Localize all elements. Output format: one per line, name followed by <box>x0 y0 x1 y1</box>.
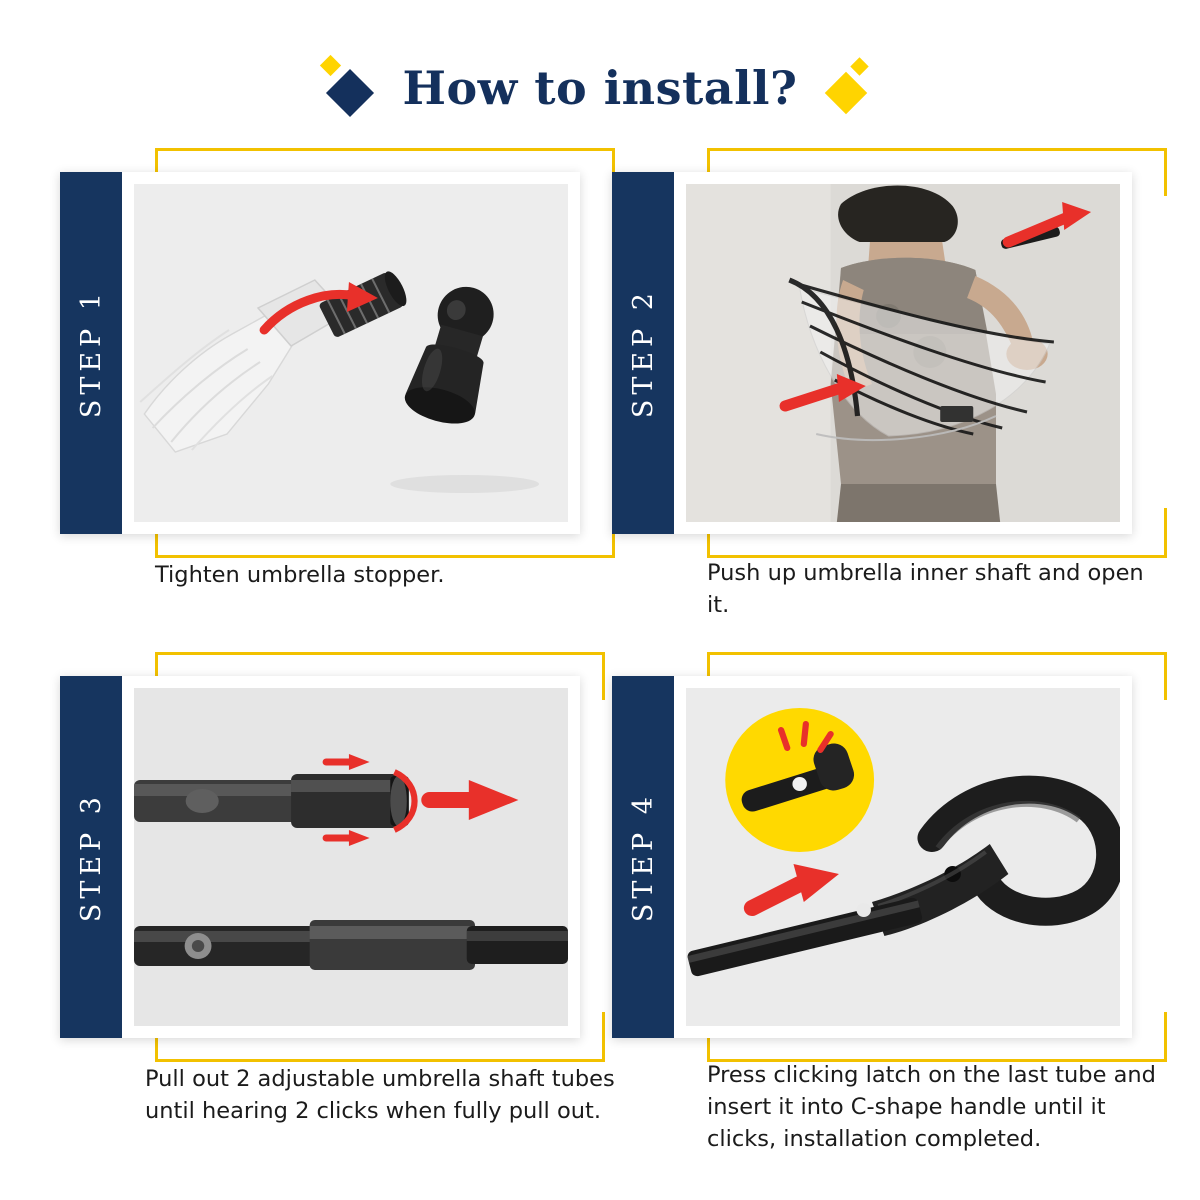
diamond-yellow-small-icon <box>319 55 340 76</box>
step-label-4-text: STEP 4 <box>627 791 659 923</box>
diamond-yellow-tiny-icon <box>851 57 869 75</box>
step-caption-4: Press clicking latch on the last tube and insert it into C-shape handle until it clicks, installation completed. <box>707 1062 1156 1152</box>
step-image-4-art <box>686 688 1120 1026</box>
step-label-3 <box>60 676 122 1038</box>
step-label-3-text: STEP 3 <box>75 791 107 923</box>
step-photo-block-4 <box>612 676 1132 1038</box>
step-photo-block-1 <box>60 172 580 534</box>
step-card-3 <box>60 652 615 1152</box>
step-photo-block-3 <box>60 676 580 1038</box>
diamond-yellow-icon <box>825 72 867 114</box>
step-image-2 <box>686 184 1120 522</box>
step-caption-1: Tighten umbrella stopper. <box>155 562 445 588</box>
step-label-1-text: STEP 1 <box>75 287 107 419</box>
step-label-2 <box>612 172 674 534</box>
step-photo-block-2 <box>612 172 1132 534</box>
diamond-decor-left <box>323 58 377 118</box>
step-image-2-art <box>686 184 1120 522</box>
step-image-1 <box>134 184 568 522</box>
step-label-2-text: STEP 2 <box>627 287 659 419</box>
step-card-4 <box>612 652 1156 1152</box>
step-image-3 <box>134 688 568 1026</box>
step-caption-3: Pull out 2 adjustable umbrella shaft tubes until hearing 2 clicks when fully pull out. <box>145 1066 615 1124</box>
step-caption-2: Push up umbrella inner shaft and open it. <box>707 560 1144 618</box>
diamond-navy-icon <box>325 69 373 117</box>
page-title: How to install? <box>402 61 798 115</box>
step-card-1 <box>60 148 580 618</box>
step-image-1-art <box>134 184 568 522</box>
step-image-4 <box>686 688 1120 1026</box>
page-title-row <box>0 48 1200 128</box>
step-label-4 <box>612 676 674 1038</box>
step-image-3-art <box>134 688 568 1026</box>
step-card-2 <box>612 148 1144 618</box>
diamond-decor-right <box>823 58 877 118</box>
step-label-1 <box>60 172 122 534</box>
